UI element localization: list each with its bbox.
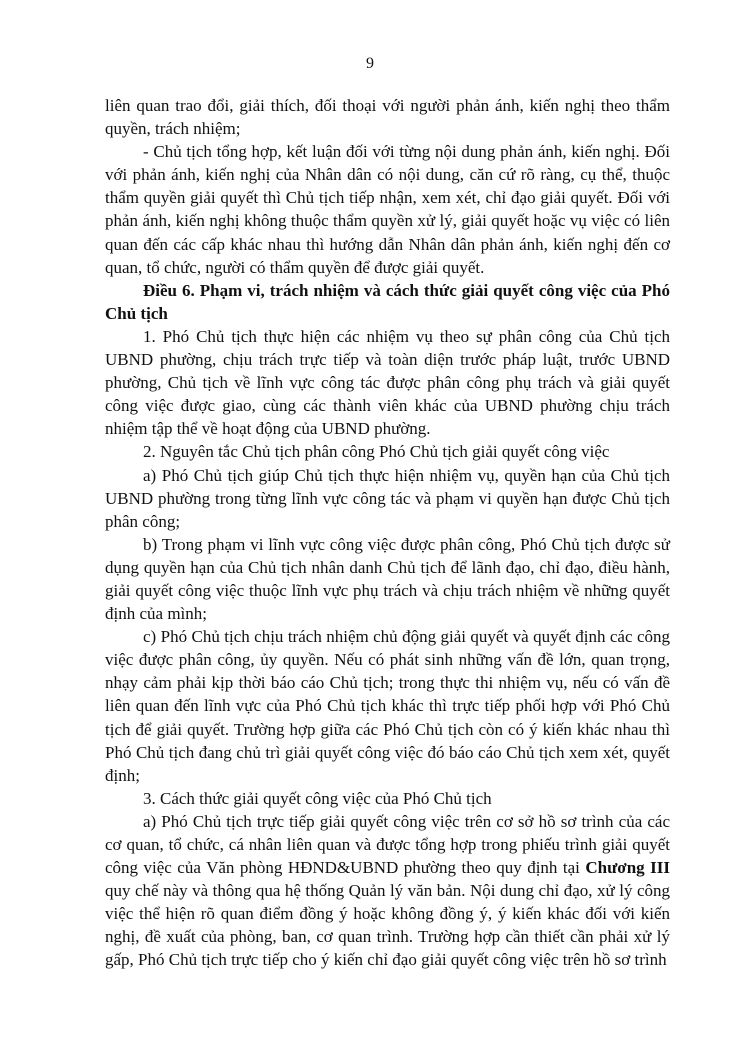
article-6-label: Điều 6 — [143, 280, 191, 300]
clause-3a-text-start: a) Phó Chủ tịch trực tiếp giải quyết công việc trên cơ sở hồ sơ trình của các cơ quan, tổ chức, cá nhân liên quan và được tổng hợp trong phiếu trình giải quyết công việc của Văn phòng HĐND&UBND phường theo quy định tại — [105, 811, 670, 878]
article-6-heading — [105, 279, 670, 325]
paragraph-clause-1: 1. Phó Chủ tịch thực hiện các nhiệm vụ theo sự phân công của Chủ tịch UBND phường, chịu trách trực tiếp và toàn diện trước pháp luật, trước UBND phường, Chủ tịch về lĩnh vực công tác được phân công phụ trách và giải quyết công việc được giao, cùng các thành viên khác của UBND phường chịu trách nhiệm tập thể về hoạt động của UBND phường. — [105, 326, 670, 439]
paragraph-continuation: liên quan trao đổi, giải thích, đối thoại với người phản ánh, kiến nghị theo thẩm quyền, trách nhiệm; — [105, 96, 670, 139]
paragraph-clause-3: 3. Cách thức giải quyết công việc của Phó Chủ tịch — [143, 788, 492, 808]
page-number: 9 — [366, 55, 374, 72]
chapter-reference: Chương III — [585, 858, 670, 878]
article-6-title: . Phạm vi, trách nhiệm và cách thức giải quyết công việc của Phó Chủ tịch — [105, 280, 670, 323]
paragraph-clause-2a: a) Phó Chủ tịch giúp Chủ tịch thực hiện nhiệm vụ, quyền hạn của Chủ tịch UBND phường trong từng lĩnh vực công tác và phạm vi quyền hạn được Chủ tịch phân công; — [105, 465, 670, 531]
paragraph-clause-2c: c) Phó Chủ tịch chịu trách nhiệm chủ động giải quyết và quyết định các công việc được phân công, ủy quyền. Nếu có phát sinh những vấn đề lớn, quan trọng, nhạy cảm phải kịp thời báo cáo Chủ tịch; trong thực thi nhiệm vụ, nếu có vấn đề liên quan đến lĩnh vực của Phó Chủ tịch khác thì trực tiếp phối hợp với Phó Chủ tịch để giải quyết. Trường hợp giữa các Phó Chủ tịch còn có ý kiến khác nhau thì Phó Chủ tịch đang chủ trì giải quyết công việc đó báo cáo Chủ tịch xem xét, quyết định; — [105, 627, 670, 785]
document-body — [105, 94, 670, 972]
clause-3a-text-end: quy chế này và thông qua hệ thống Quản lý văn bản. Nội dung chỉ đạo, xử lý công việc thể hiện rõ quan điểm đồng ý hoặc không đồng ý, ý kiến khác đối với kiến nghị, đề xuất của phòng, ban, cơ quan trình. Trường hợp cần thiết cần phải xử lý gấp, Phó Chủ tịch trực tiếp cho ý kiến chỉ đạo giải quyết công việc trên hồ sơ trình — [105, 881, 670, 970]
paragraph-clause-2: 2. Nguyên tắc Chủ tịch phân công Phó Chủ tịch giải quyết công việc — [143, 442, 610, 462]
paragraph-chairman-conclusion: - Chủ tịch tổng hợp, kết luận đối với từng nội dung phản ánh, kiến nghị. Đối với phản ánh, kiến nghị của Nhân dân có nội dung, căn cứ rõ ràng, cụ thể, thuộc thẩm quyền giải quyết thì Chủ tịch tiếp nhận, xem xét, chỉ đạo giải quyết. Đối với phản ánh, kiến nghị không thuộc thẩm quyền xử lý, giải quyết hoặc vụ việc có liên quan đến các cấp khác nhau thì hướng dẫn Nhân dân phản ánh, kiến nghị đến cơ quan, tổ chức, người có thẩm quyền để được giải quyết. — [105, 142, 670, 277]
paragraph-clause-3a — [105, 810, 670, 972]
paragraph-clause-2b: b) Trong phạm vi lĩnh vực công việc được phân công, Phó Chủ tịch được sử dụng quyền hạn của Chủ tịch nhân danh Chủ tịch để lãnh đạo, chỉ đạo, điều hành, giải quyết công việc thuộc lĩnh vực phụ trách và chịu trách nhiệm về những quyết định của mình; — [105, 534, 670, 624]
